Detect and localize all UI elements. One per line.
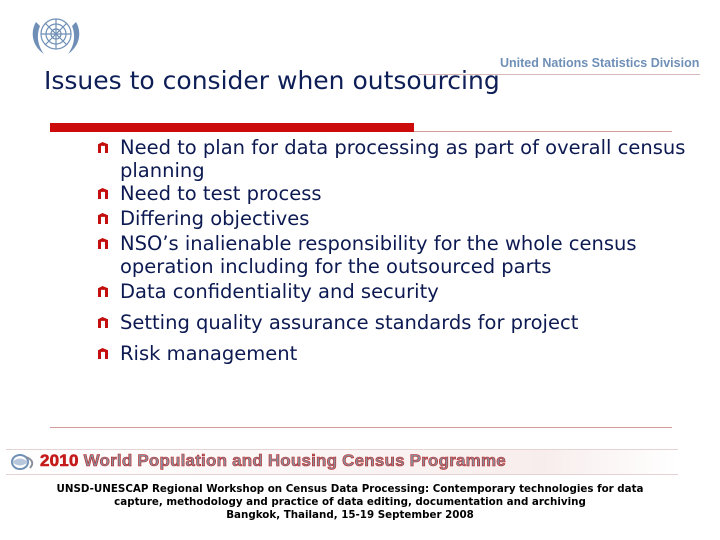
bullet-list: [98, 136, 708, 365]
title-underline-bar: [50, 123, 414, 132]
bullet-marker-icon: [98, 286, 108, 297]
banner-title: 2010 World Population and Housing Census Programme: [40, 451, 506, 470]
slide-title: Issues to consider when outsourcing: [44, 66, 500, 95]
bullet-marker-icon: [98, 142, 108, 153]
bullet-marker-icon: [98, 238, 108, 249]
bullet-marker-icon: [98, 188, 108, 199]
footer-divider: [50, 427, 672, 428]
bullet-item: NSO’s inalienable responsibility for the whole census operation including for the outsourced parts: [98, 232, 708, 278]
globe-swirl-icon: [8, 453, 38, 471]
footer-line: UNSD-UNESCAP Regional Workshop on Census Data Processing: Contemporary technologies for data: [56, 483, 644, 495]
division-name: United Nations Statistics Division: [500, 56, 700, 70]
footer-line: Bangkok, Thailand, 15-19 September 2008: [226, 509, 474, 521]
title-underline-line: [414, 131, 672, 132]
bullet-item: Need to test process: [98, 182, 708, 205]
bullet-item: Risk management: [98, 342, 708, 365]
bullet-item: Differing objectives: [98, 207, 708, 230]
bullet-marker-icon: [98, 348, 108, 359]
bullet-item: Need to plan for data processing as part of overall census planning: [98, 136, 708, 182]
footer-line: capture, methodology and practice of data editing, documentation and archiving: [114, 496, 586, 508]
workshop-footer: [20, 483, 680, 522]
bullet-item: Data confidentiality and security: [98, 280, 708, 303]
un-emblem-icon: [24, 10, 88, 64]
bullet-marker-icon: [98, 213, 108, 224]
census-programme-banner: [6, 449, 678, 475]
bullet-marker-icon: [98, 317, 108, 328]
bullet-item: Setting quality assurance standards for project: [98, 311, 708, 334]
